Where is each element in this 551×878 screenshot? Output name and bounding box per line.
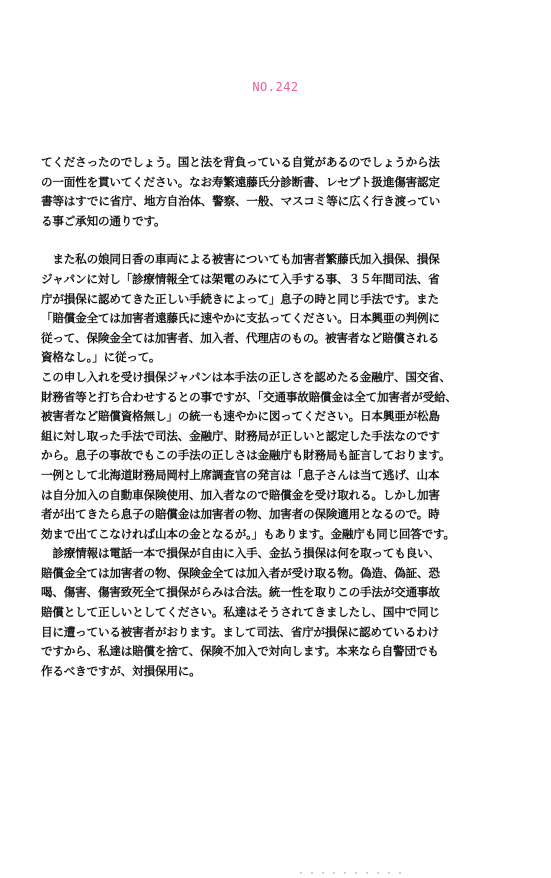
scan-marks [300, 859, 480, 863]
paragraph [41, 250, 511, 681]
text-line: 賠償として正しいとしてください。私達はそうされてきましたし、国中で同じ [41, 605, 440, 620]
text-line: 診療情報は電話一本で損保が自由に入手、金払う損保は何を取っても良い、 [41, 546, 440, 561]
text-line: この申し入れを受け損保ジャパンは本手法の正しさを認めたる金融庁、国交省、 [41, 369, 451, 384]
text-line: 資格なし。」に従って。 [41, 350, 161, 365]
text-line: 喝、傷害、傷害致死全て損保がらみは合法。統一性を取りこの手法が交通事故 [41, 585, 440, 600]
text-line: 者が出てきたら息子の賠償金は加害者の物、加害者の保険適用となるので。時 [41, 507, 440, 522]
text-line: 組に対し取った手法で司法、金融庁、財務局が正しいと認定した手法なのです [41, 428, 440, 443]
page-number: NO.242 [252, 80, 299, 94]
paragraph [41, 153, 511, 231]
text-line: 「賠償金全ては加害者遠藤氏に速やかに支払ってください。日本興亜の判例に [41, 311, 440, 326]
text-line: 従って、保険金全ては加害者、加入者、代理店のもの。被害者など賠償される [41, 330, 440, 345]
text-line: ジャパンに対し「診療情報全ては架電のみにて入手する事、３５年間司法、省 [41, 271, 440, 286]
text-line: 賠償金全ては加害者の物、保険金全ては加入者が受け取る物。偽造、偽証、恐 [41, 565, 440, 580]
text-line: 効まで出てこなければ山本の金となるが。」もあります。金融庁も同じ回答です。 [41, 526, 455, 541]
text-line: 書等はすでに省庁、地方自治体、警察、一般、マスコミ等に広く行き渡ってい [41, 194, 441, 209]
text-line: 目に遭っている被害者がおります。まして司法、省庁が損保に認めているわけ [41, 624, 439, 639]
text-line: 作るべきですが、対損保用に。 [41, 663, 201, 678]
text-line: 被害者など賠償資格無し」の統一も速やかに図ってください。日本興亜が松島 [41, 409, 440, 424]
paragraph-gap [41, 231, 511, 250]
text-line: 庁が損保に認めてきた正しい手続きによって」息子の時と同じ手法です。また [41, 291, 439, 306]
text-line: てくださったのでしょう。国と法を背負っている自覚があるのでしょうから法 [41, 155, 440, 169]
text-line: の一面性を貫いてください。なお寿繁遠藤氏分診断書、レセプト扱進傷害認定 [41, 174, 440, 189]
text-line: は自分加入の自動車保険使用、加入者なので賠償金を受け取れる。しかし加害 [41, 487, 440, 502]
text-line: また私の娘同日香の車両による被害についても加害者繁藤氏加入損保、損保 [41, 252, 440, 267]
text-line: る事ご承知の通りです。 [41, 213, 166, 228]
text-line: ですから、私達は賠償を捨て、保険不加入で対向します。本来なら自警団でも [41, 644, 439, 659]
text-line: から。息子の事故でもこの手法の正しさは金融庁も財務局も証言しております。 [41, 448, 451, 463]
body-text [41, 153, 511, 681]
text-line: 一例として北海道財務局岡村上席調査官の発言は「息子さんは当て逃げ、山本 [41, 467, 440, 482]
text-line: 財務省等と打ち合わせするとの事ですが、「交通事故賠償金は全て加害者が受給、 [41, 389, 457, 404]
